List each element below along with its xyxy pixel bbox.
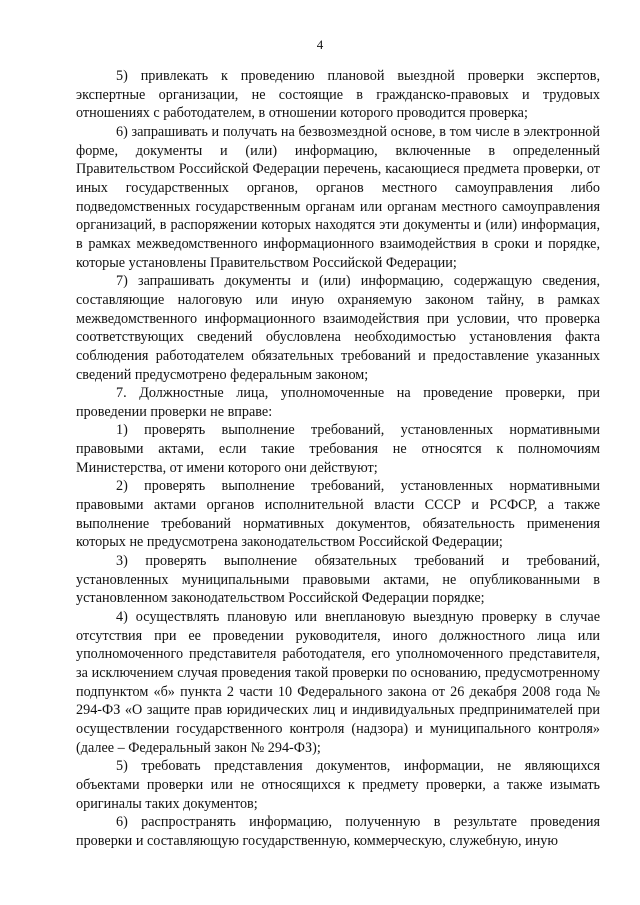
- restriction-5: 5) требовать представления документов, информации, не являющихся объектами проверки или не относящихся к предмету проверки, а также изымать оригиналы таких документов;: [76, 758, 600, 812]
- restriction-4: 4) осуществлять плановую или внеплановую выездную проверку в случае отсутствия при ее проведении руководителя, иного должностного лица или уполномоченного представителя работодателя, его уполномоченного представителя, за исключением случая проведения такой проверки по основанию, предусмотренному подпунктом «б» пункта 2 части 10 Федерального закона от 26 декабря 2008 года № 294-ФЗ «О защите прав юридических лиц и индивидуальных предпринимателей при осуществлении государственного контроля (надзора) и муниципального контроля» (далее – Федеральный закон № 294-ФЗ);: [76, 609, 600, 756]
- page-number: 4: [316, 37, 324, 52]
- restriction-2: 2) проверять выполнение требований, установленных нормативными правовыми актами органов исполнительной власти СССР и РСФСР, а также выполнение требований нормативных документов, обязательность применения которых не предусмотрена законодательством Российской Федерации;: [76, 478, 600, 551]
- section-7-heading: 7. Должностные лица, уполномоченные на проведение проверки, при проведении проверки не вправе:: [76, 385, 600, 420]
- paragraph-7-request-confidential-documents: 7) запрашивать документы и (или) информацию, содержащую сведения, составляющие налоговую или иную охраняемую законом тайну, в рамках межведомственного информационного взаимодействия при условии, что проверка соответствующих сведений обусловлена необходимостью установления факта соблюдения работодателем обязательных требований и предоставление указанных сведений предусмотрено федеральным законом;: [76, 273, 600, 383]
- paragraph-6-request-information: 6) запрашивать и получать на безвозмездной основе, в том числе в электронной форме, документы и (или) информацию, включенные в определенный Правительством Российской Федерации перечень, касающиеся предмета проверки, от иных государственных органов, органов местного самоуправления либо подведомственных государственным органам или органам местного самоуправления организаций, в распоряжении которых находятся эти документы и (или) информация, в рамках межведомственного информационного взаимодействия в сроки и порядке, которые установлены Правительством Российской Федерации;: [76, 123, 600, 271]
- paragraph-5-engage-experts: 5) привлекать к проведению плановой выездной проверки экспертов, экспертные организации, не состоящие в гражданско-правовых и трудовых отношениях с работодателем, в отношении которого проводится проверка;: [76, 68, 600, 122]
- restriction-3: 3) проверять выполнение обязательных требований и требований, установленных муниципальными правовыми актами, не опубликованными в установленном законодательством Российской Федерации порядке;: [76, 553, 600, 607]
- restriction-1: 1) проверять выполнение требований, установленных нормативными правовыми актами, если такие требования не относятся к полномочиям Министерства, от имени которого они действуют;: [76, 422, 600, 476]
- document-body: [76, 67, 600, 851]
- restriction-6: 6) распространять информацию, полученную в результате проведения проверки и составляющую государственную, коммерческую, служебную, иную: [76, 814, 600, 849]
